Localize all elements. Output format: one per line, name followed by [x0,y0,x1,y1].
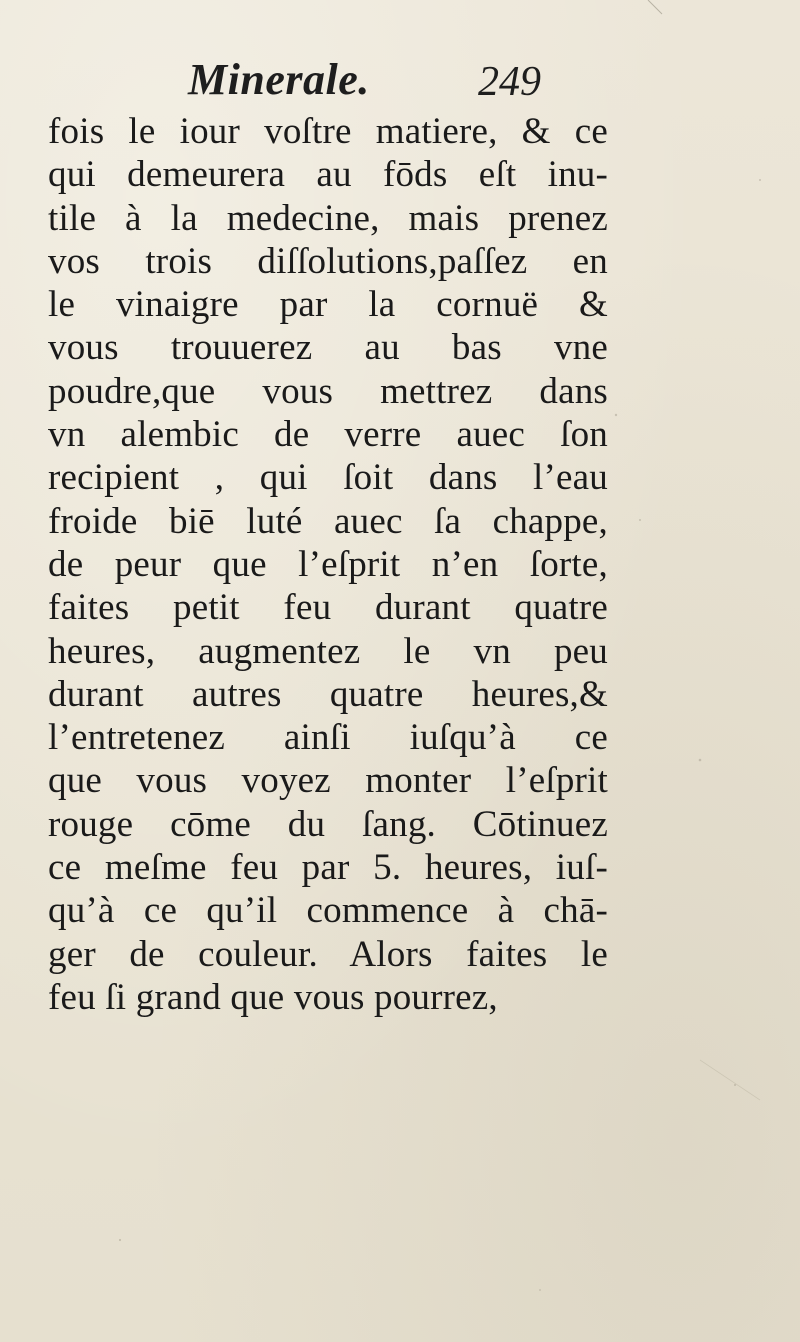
text-line: qu’à ce qu’il commence à chā- [48,890,608,932]
text-line: que vous voyez monter l’eſprit [48,760,608,802]
text-line: l’entretenez ainſi iuſqu’à ce [48,717,608,759]
running-head [0,52,800,114]
page-number: 249 [478,59,541,105]
text-line: vn alembic de verre auec ſon [48,414,608,456]
text-line: ger de couleur. Alors faites le [48,933,608,975]
text-line: heures, augmentez le vn peu [48,630,608,672]
text-line: ce meſme feu par 5. heures, iuſ- [48,847,608,889]
text-line: poudre,que vous mettrez dans [48,370,608,412]
text-line: feu ſi grand que vous pourrez, [48,976,498,1018]
body-text [48,110,608,1019]
running-title: Minerale. [188,55,370,104]
text-line: recipient , qui ſoit dans l’eau [48,457,608,499]
text-line: qui demeurera au fōds eſt inu- [48,154,608,196]
text-line: faites petit feu durant quatre [48,587,608,629]
text-line: de peur que l’eſprit n’en ſorte, [48,543,608,585]
text-line: fois le iour voſtre matiere, & ce [48,111,608,152]
text-line: durant autres quatre heures,& [48,673,608,715]
text-line: froide biē luté auec ſa chappe, [48,500,608,542]
text-line: vos trois diſſolutions,paſſez en [48,240,608,282]
text-line: tile à la medecine, mais prenez [48,197,608,239]
text-line: vous trouuerez au bas vne [48,327,608,369]
text-line: rouge cōme du ſang. Cōtinuez [48,803,608,845]
text-line: le vinaigre par la cornuë & [48,284,608,326]
